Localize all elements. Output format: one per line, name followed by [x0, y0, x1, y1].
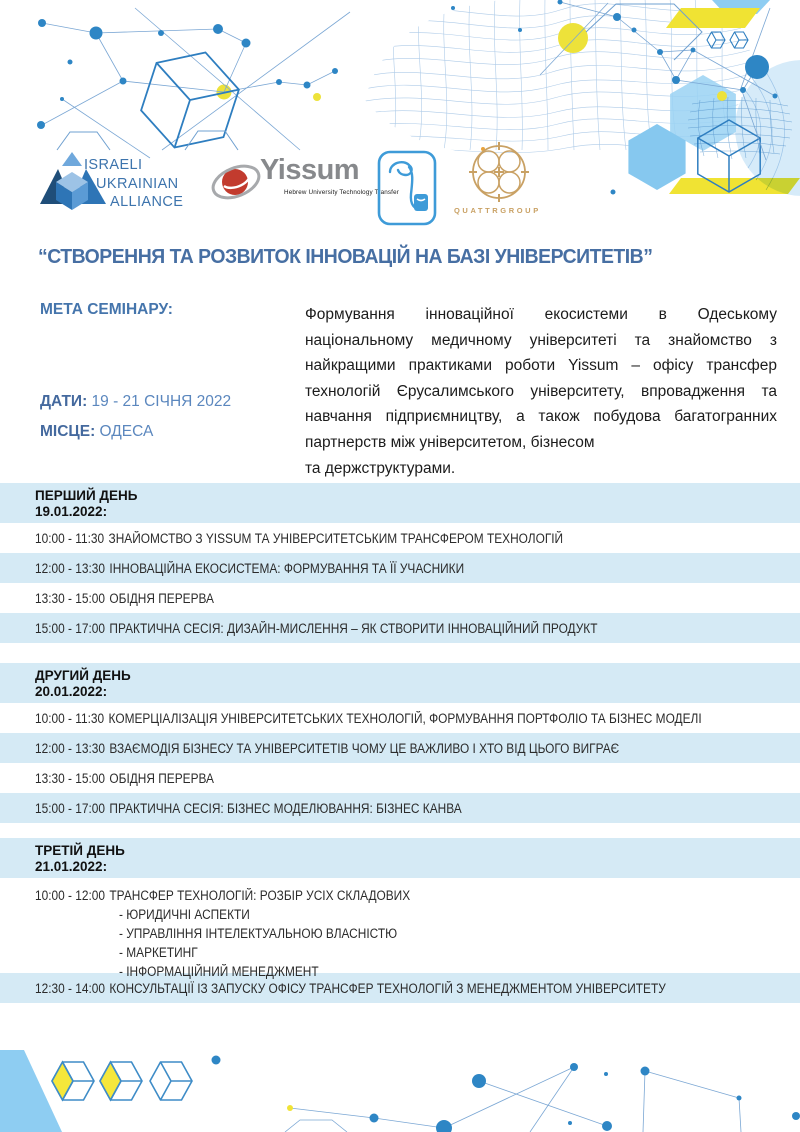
schedule-subitem: - МАРКЕТИНГ	[119, 945, 198, 960]
bottom-network-decoration	[0, 1020, 800, 1132]
yissum-wordmark: Yissum	[260, 154, 360, 186]
israeli-ukrainian-alliance-logo	[38, 150, 198, 212]
alliance-line2: UKRAINIAN	[96, 175, 179, 192]
day-1-block	[0, 483, 800, 643]
day-2-date: 20.01.2022:	[35, 683, 108, 699]
day-3-date: 21.01.2022:	[35, 858, 108, 874]
schedule-row: 13:30 - 15:00 ОБІДНЯ ПЕРЕРВА	[35, 770, 214, 786]
place-label: МІСЦЕ:	[40, 423, 96, 440]
day-3-header	[0, 838, 800, 878]
yissum-swoosh-icon	[210, 156, 262, 208]
schedule-row: 10:00 - 11:30 КОМЕРЦІАЛІЗАЦІЯ УНІВЕРСИТЕТСЬКИХ ТЕХНОЛОГІЙ, ФОРМУВАННЯ ПОРТФОЛІО ТА БІЗНЕС МОДЕЛІ	[35, 710, 702, 726]
dates-label: ДАТИ:	[40, 393, 88, 410]
schedule-row: 10:00 - 12:00 ТРАНСФЕР ТЕХНОЛОГІЙ: РОЗБІР УСІХ СКЛАДОВИХ - ЮРИДИЧНІ АСПЕКТИ - УПРАВЛІННЯ ІНТЕЛЕКТУАЛЬНОЮ ВЛАСНІСТЮ - МАРКЕТИНГ - ІНФОРМАЦІЙНИЙ МЕНЕДЖМЕНТ	[35, 888, 411, 979]
day-3-name: ТРЕТІЙ ДЕНЬ	[35, 843, 125, 858]
schedule-row: 12:00 - 13:30 ІННОВАЦІЙНА ЕКОСИСТЕМА: ФОРМУВАННЯ ТА ЇЇ УЧАСНИКИ	[0, 553, 800, 583]
goal-label: МЕТА СЕМІНАРУ:	[40, 301, 173, 318]
schedule	[0, 483, 800, 1023]
goal-text-main: Формування інноваційної екосистеми в Одеському національному медичному університеті та знайомство з найкращими практиками роботи Yissum – офісу трансфер технологій Єрусалимського університету, впровадження та навчання підприємництву, а також побудова багатогранних партнерств між університетом, бізнесом	[305, 306, 777, 451]
schedule-row: 13:30 - 15:00 ОБІДНЯ ПЕРЕРВА	[35, 590, 214, 606]
schedule-row: 12:00 - 13:30 ВЗАЄМОДІЯ БІЗНЕСУ ТА УНІВЕРСИТЕТІВ ЧОМУ ЦЕ ВАЖЛИВО І ХТО ВІД ЦЬОГО ВИГРАЄ	[0, 733, 800, 763]
quattrgroup-wordmark: QUATTRGROUP	[454, 206, 541, 215]
cube-outline	[150, 1062, 192, 1100]
page-title: “СТВОРЕННЯ ТА РОЗВИТОК ІННОВАЦІЙ НА БАЗІ УНІВЕРСИТЕТІВ”	[38, 246, 653, 268]
goal-text	[305, 302, 777, 481]
university-emblem-logo	[376, 148, 440, 228]
dates-value: 19 - 21 СІЧНЯ 2022	[91, 393, 232, 410]
alliance-line1: ISRAELI	[84, 157, 143, 173]
schedule-subitem: - ЮРИДИЧНІ АСПЕКТИ	[119, 907, 250, 922]
schedule-subitem: - ІНФОРМАЦІЙНИЙ МЕНЕДЖМЕНТ	[119, 964, 319, 979]
cube-yellow-1	[52, 1062, 94, 1100]
university-emblem-icon	[376, 148, 440, 228]
day-2-header	[0, 663, 800, 703]
quattrgroup-emblem-icon	[450, 140, 560, 204]
alliance-line3: ALLIANCE	[110, 194, 184, 210]
quattrgroup-logo	[450, 140, 560, 220]
yissum-tagline: Hebrew University Technology Transfer	[284, 189, 399, 196]
alliance-wordmark	[84, 156, 183, 212]
place-value: ОДЕСА	[99, 423, 154, 440]
schedule-row: 15:00 - 17:00 ПРАКТИЧНА СЕСІЯ: ДИЗАЙН-МИСЛЕННЯ – ЯК СТВОРИТИ ІННОВАЦІЙНИЙ ПРОДУКТ	[0, 613, 800, 643]
schedule-row: 15:00 - 17:00 ПРАКТИЧНА СЕСІЯ: БІЗНЕС МОДЕЛЮВАННЯ: БІЗНЕС КАНВА	[0, 793, 800, 823]
day-2-block	[0, 663, 800, 823]
schedule-row: 12:30 - 14:00 КОНСУЛЬТАЦІЇ ІЗ ЗАПУСКУ ОФІСУ ТРАНСФЕР ТЕХНОЛОГІЙ З МЕНЕДЖМЕНТОМ УНІВЕРСИТЕТУ	[0, 973, 800, 1003]
goal-text-tail: та держструктурами.	[305, 459, 456, 477]
place-line	[40, 423, 153, 441]
day-1-header	[0, 483, 800, 523]
yissum-logo	[210, 154, 399, 211]
day-1-name: ПЕРШИЙ ДЕНЬ	[35, 488, 138, 503]
day-3-block	[0, 838, 800, 1003]
schedule-subitem: - УПРАВЛІННЯ ІНТЕЛЕКТУАЛЬНОЮ ВЛАСНІСТЮ	[119, 926, 398, 941]
schedule-row: 10:00 - 11:30 ЗНАЙОМСТВО З YISSUM ТА УНІВЕРСИТЕТСЬКИМ ТРАНСФЕРОМ ТЕХНОЛОГІЙ	[35, 530, 564, 546]
cube-yellow-2	[100, 1062, 142, 1100]
day-2-name: ДРУГИЙ ДЕНЬ	[35, 668, 131, 683]
day-1-date: 19.01.2022:	[35, 503, 108, 519]
dates-line	[40, 393, 231, 411]
